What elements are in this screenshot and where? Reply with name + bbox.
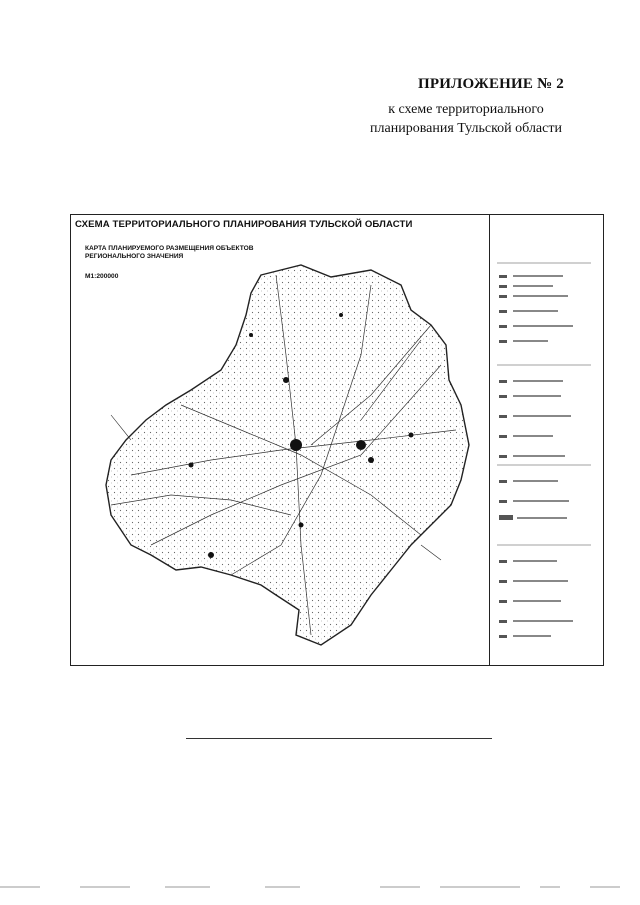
legend-divider <box>489 215 490 665</box>
map-subtitle-line-1: КАРТА ПЛАНИРУЕМОГО РАЗМЕЩЕНИЯ ОБЪЕКТОВ <box>85 245 254 252</box>
bottom-rule <box>186 738 492 739</box>
subtitle-line-1: к схеме территориального <box>388 102 544 117</box>
map-subtitle-line-2: РЕГИОНАЛЬНОГО ЗНАЧЕНИЯ <box>85 253 184 261</box>
footer-scan-marks <box>0 884 640 890</box>
map-scale: М1:200000 <box>85 273 119 280</box>
subtitle-line-2: планирования Тульской области <box>370 121 562 136</box>
map-subtitle <box>85 245 253 261</box>
document-subtitle <box>356 100 576 138</box>
map-title: СХЕМА ТЕРРИТОРИАЛЬНОГО ПЛАНИРОВАНИЯ ТУЛЬСКОЙ ОБЛАСТИ <box>75 219 413 230</box>
map-sheet <box>70 214 604 666</box>
region-map-image <box>71 215 603 665</box>
appendix-number: ПРИЛОЖЕНИЕ № 2 <box>417 76 564 92</box>
